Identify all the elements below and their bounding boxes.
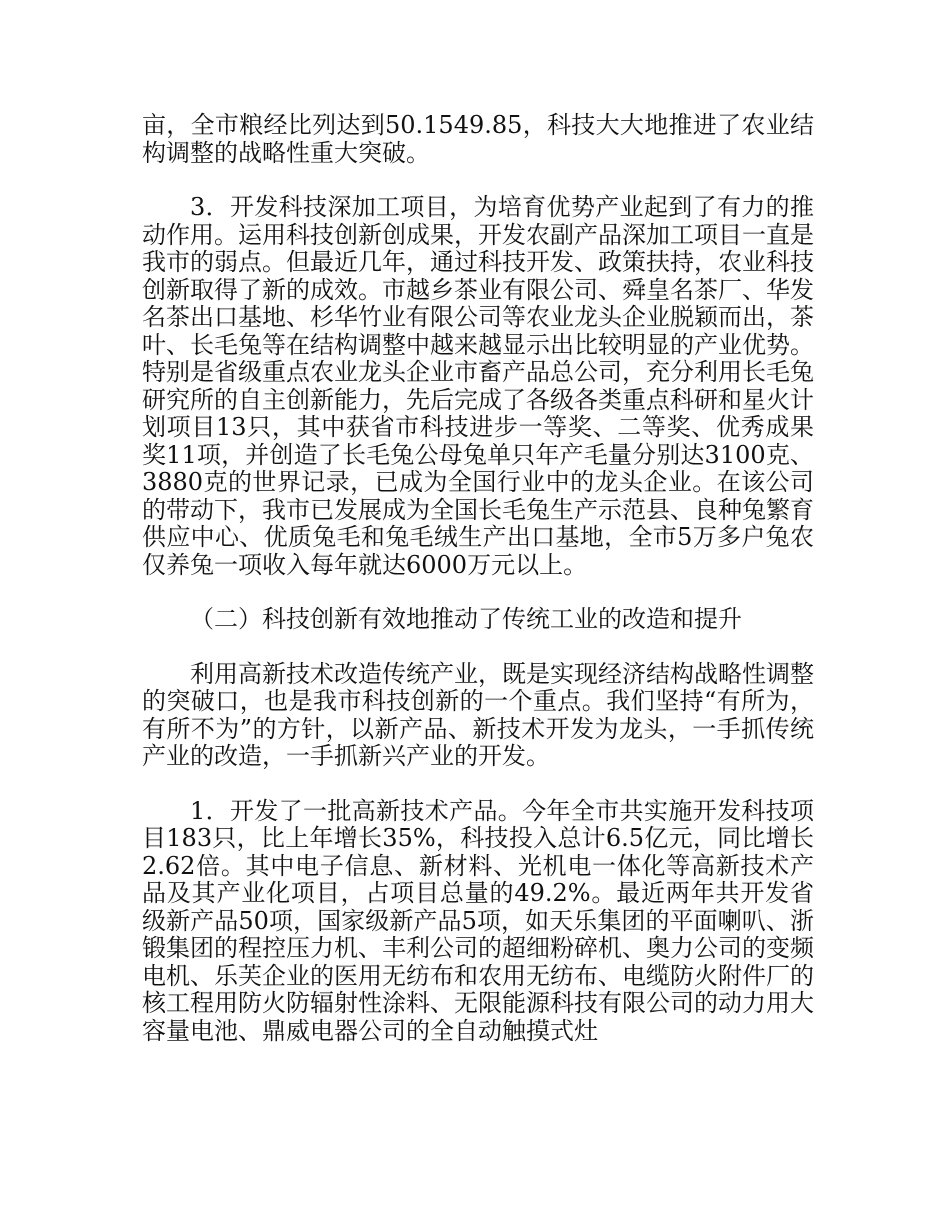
paragraph-intro-continuation: 亩，全市粮经比列达到50.1549.85，科技大大地推进了农业结构调整的战略性重大突破。	[142, 111, 814, 167]
paragraph-item-3: 3．开发科技深加工项目，为培育优势产业起到了有力的推动作用。运用科技创新创成果，开发农副产品深加工项目一直是我市的弱点。但最近几年，通过科技开发、政策扶持，农业科技创新取得了新的成效。市越乡茶业有限公司、舜皇名茶厂、华发名茶出口基地、杉华竹业有限公司等农业龙头企业脱颖而出，茶叶、长毛兔等在结构调整中越来越显示出比较明显的产业优势。特别是省级重点农业龙头企业市畜产品总公司，充分利用长毛兔研究所的自主创新能力，先后完成了各级各类重点科研和星火计划项目13只，其中获省市科技进步一等奖、二等奖、优秀成果奖11项，并创造了长毛兔公母兔单只年产毛量分别达3100克、3880克的世界记录，已成为全国行业中的龙头企业。在该公司的带动下，我市已发展成为全国长毛兔生产示范县、良种兔繁育供应中心、优质兔毛和兔毛绒生产出口基地，全市5万多户兔农仅养兔一项收入每年就达6000万元以上。	[142, 193, 814, 579]
paragraph-item-1: 1．开发了一批高新技术产品。今年全市共实施开发科技项目183只，比上年增长35%，科技投入总计6.5亿元，同比增长2.62倍。其中电子信息、新材料、光机电一体化等高新技术产品及其产业化项目，占项目总量的49.2%。最近两年共开发省级新产品50项，国家级新产品5项，如天乐集团的平面喇叭、浙锻集团的程控压力机、丰利公司的超细粉碎机、奥力公司的变频电机、乐芙企业的医用无纺布和农用无纺布、电缆防火附件厂的核工程用防火防辐射性涂料、无限能源科技有限公司的动力用大容量电池、鼎威电器公司的全自动触摸式灶	[142, 796, 814, 1045]
document-body	[142, 112, 814, 1072]
paragraph-section-2-intro: 利用高新技术改造传统产业，既是实现经济结构战略性调整的突破口，也是我市科技创新的一个重点。我们坚持“有所为，有所不为”的方针，以新产品、新技术开发为龙头，一手抓传统产业的改造，一手抓新兴产业的开发。	[142, 659, 814, 770]
section-heading-2: （二）科技创新有效地推动了传统工业的改造和提升	[190, 605, 742, 633]
